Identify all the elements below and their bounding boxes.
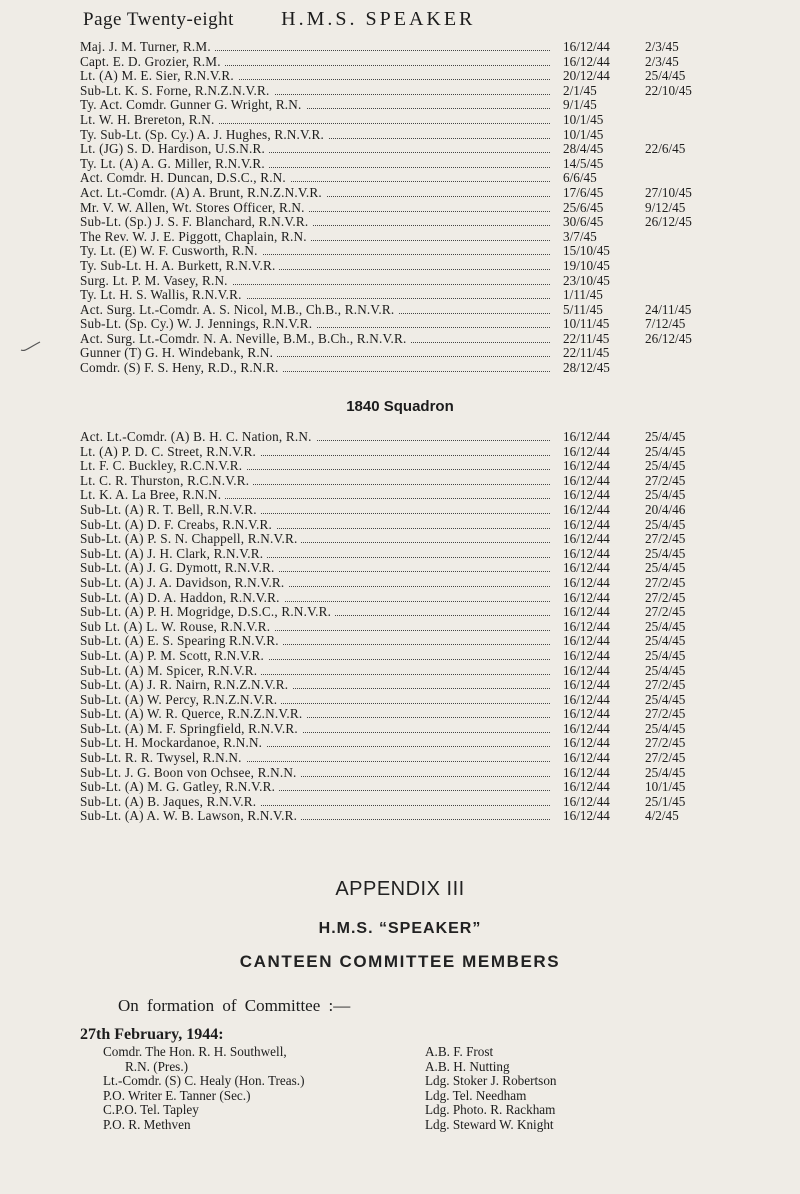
officer-name: Ty. Lt. (A) A. G. Miller, R.N.V.R. [80,157,269,172]
joined-date: 16/12/44 [563,458,610,474]
officer-name: Ty. Sub-Lt. (Sp. Cy.) A. J. Hughes, R.N.V.R. [80,128,328,143]
roster-row [80,532,720,547]
joined-date: 16/12/44 [563,677,610,693]
roster-row [80,518,720,533]
joined-date: 25/6/45 [563,199,604,215]
roster-row [80,664,720,679]
left-date: 22/10/45 [645,82,692,98]
roster-row [80,171,720,186]
left-date: 27/2/45 [645,735,686,751]
left-date: 25/4/45 [645,429,686,444]
joined-date: 16/12/44 [563,501,610,517]
roster-row [80,693,720,708]
roster-row [80,780,720,795]
left-date: 22/6/45 [645,141,686,157]
joined-date: 16/12/44 [563,429,610,444]
joined-date: 1/11/45 [563,287,603,303]
joined-date: 16/12/44 [563,808,610,824]
roster-row [80,259,720,274]
members-left-column [103,1045,304,1133]
officer-name: Sub-Lt. (A) D. F. Creabs, R.N.V.R. [80,518,276,533]
officer-name: Sub-Lt. (Sp. Cy.) W. J. Jennings, R.N.V.R. [80,317,316,332]
left-date: 25/4/45 [645,545,686,561]
joined-date: 9/1/45 [563,97,597,113]
left-date: 25/4/45 [645,691,686,707]
left-date: 27/10/45 [645,184,692,200]
joined-date: 15/10/45 [563,243,610,259]
left-date: 25/4/45 [645,458,686,474]
joined-date: 14/5/45 [563,155,604,171]
member-entry: Ldg. Steward W. Knight [425,1116,554,1132]
officer-name: Sub-Lt. (A) A. W. B. Lawson, R.N.V.R. [80,809,301,824]
roster-row [80,445,720,460]
left-date: 25/4/45 [645,516,686,532]
joined-date: 19/10/45 [563,257,610,273]
officer-name: Sub-Lt. R. R. Twysel, R.N.N. [80,751,246,766]
officer-name: Sub-Lt. (A) R. T. Bell, R.N.V.R. [80,503,261,518]
joined-date: 17/6/45 [563,184,604,200]
joined-date: 16/12/44 [563,604,610,620]
left-date: 2/3/45 [645,39,679,54]
member-entry: P.O. Writer E. Tanner (Sec.) [103,1087,251,1103]
member-entry: A.B. H. Nutting [425,1058,510,1074]
joined-date: 16/12/44 [563,516,610,532]
officer-name: Sub-Lt. (A) P. S. N. Chappell, R.N.V.R. [80,532,301,547]
roster-row [80,55,720,70]
joined-date: 28/4/45 [563,141,604,157]
left-date: 25/4/45 [645,618,686,634]
left-date: 7/12/45 [645,316,686,332]
member-entry: Comdr. The Hon. R. H. Southwell, [103,1044,287,1059]
officer-name: Sub-Lt. (A) P. M. Scott, R.N.V.R. [80,649,268,664]
joined-date: 16/12/44 [563,589,610,605]
left-date: 27/2/45 [645,589,686,605]
left-date: 24/11/45 [645,301,692,317]
appendix-ship-title: H.M.S. “SPEAKER” [318,920,482,937]
officer-name: Act. Lt.-Comdr. (A) B. H. C. Nation, R.N. [80,430,316,445]
roster-row [80,576,720,591]
ship-title: H.M.S. SPEAKER [281,8,476,30]
officer-name: Surg. Lt. P. M. Vasey, R.N. [80,274,232,289]
joined-date: 16/12/44 [563,487,610,503]
joined-date: 10/11/45 [563,316,610,332]
joined-date: 16/12/44 [563,633,610,649]
joined-date: 16/12/44 [563,647,610,663]
roster-row [80,274,720,289]
joined-date: 16/12/44 [563,735,610,751]
officer-name: Ty. Act. Comdr. Gunner G. Wright, R.N. [80,98,306,113]
officer-name: Sub-Lt. (A) J. H. Clark, R.N.V.R. [80,547,267,562]
officer-name: Sub-Lt. (Sp.) J. S. F. Blanchard, R.N.V.R. [80,215,312,230]
roster-row [80,561,720,576]
roster-row [80,591,720,606]
officer-name: Sub-Lt. (A) M. Spicer, R.N.V.R. [80,664,261,679]
joined-date: 16/12/44 [563,53,610,69]
officer-name: Lt. (A) P. D. C. Street, R.N.V.R. [80,445,260,460]
officer-name: Ty. Lt. H. S. Wallis, R.N.V.R. [80,288,246,303]
officer-name: Sub-Lt. K. S. Forne, R.N.Z.N.V.R. [80,84,274,99]
member-entry: Lt.-Comdr. (S) C. Healy (Hon. Treas.) [103,1073,305,1089]
roster-row [80,474,720,489]
joined-date: 3/7/45 [563,228,597,244]
roster-row [80,303,720,318]
officer-name: Act. Lt.-Comdr. (A) A. Brunt, R.N.Z.N.V.R. [80,186,326,201]
squadron-roster [80,430,720,824]
left-date: 27/2/45 [645,531,686,547]
officer-name: Sub-Lt. (A) P. H. Mogridge, D.S.C., R.N.V.R. [80,605,335,620]
joined-date: 16/12/44 [563,706,610,722]
officer-name: Sub-Lt. J. G. Boon von Ochsee, R.N.N. [80,766,301,781]
joined-date: 6/6/45 [563,170,597,186]
officer-name: Sub-Lt. (A) J. G. Dymott, R.N.V.R. [80,561,279,576]
officer-name: Capt. E. D. Grozier, R.M. [80,55,225,70]
committee-intro: On formation of Committee :— [118,996,351,1015]
left-date: 25/4/45 [645,443,686,459]
roster-row [80,215,720,230]
officer-name: Act. Comdr. H. Duncan, D.S.C., R.N. [80,171,290,186]
roster-row [80,809,720,824]
left-date: 25/4/45 [645,662,686,678]
left-date: 27/2/45 [645,750,686,766]
committee-title: CANTEEN COMMITTEE MEMBERS [239,952,561,971]
officer-name: Sub Lt. (A) L. W. Rouse, R.N.V.R. [80,620,274,635]
joined-date: 16/12/44 [563,472,610,488]
roster-row [80,751,720,766]
officer-name: Sub-Lt. (A) J. A. Davidson, R.N.V.R. [80,576,288,591]
officer-name: Lt. (JG) S. D. Hardison, U.S.N.R. [80,142,269,157]
left-date: 25/1/45 [645,793,686,809]
roster-row [80,649,720,664]
roster-row [80,722,720,737]
officer-name: Sub-Lt. (A) M. G. Gatley, R.N.V.R. [80,780,279,795]
member-entry: C.P.O. Tel. Tapley [103,1102,199,1118]
officer-name: Lt. K. A. La Bree, R.N.N. [80,488,225,503]
roster-row [80,142,720,157]
left-date: 25/4/45 [645,560,686,576]
roster-row [80,634,720,649]
left-date: 25/4/45 [645,764,686,780]
page-header [83,8,475,31]
officer-name: Sub-Lt. (A) J. R. Nairn, R.N.Z.N.V.R. [80,678,292,693]
roster-row [80,288,720,303]
roster-row [80,488,720,503]
officer-name: Sub-Lt. (A) E. S. Spearing R.N.V.R. [80,634,283,649]
joined-date: 10/1/45 [563,126,604,142]
officer-name: Lt. W. H. Brereton, R.N. [80,113,218,128]
left-date: 25/4/45 [645,633,686,649]
left-date: 20/4/46 [645,501,686,517]
joined-date: 10/1/45 [563,111,604,127]
joined-date: 16/12/44 [563,691,610,707]
roster-row [80,766,720,781]
left-date: 26/12/45 [645,214,692,230]
joined-date: 16/12/44 [563,764,610,780]
roster-row [80,346,720,361]
joined-date: 16/12/44 [563,574,610,590]
roster-row [80,84,720,99]
joined-date: 16/12/44 [563,443,610,459]
left-date: 27/2/45 [645,574,686,590]
joined-date: 16/12/44 [563,779,610,795]
joined-date: 5/11/45 [563,301,603,317]
roster-row [80,69,720,84]
pencil-tick-mark-icon [20,340,42,359]
officer-name: Sub-Lt. (A) B. Jaques, R.N.V.R. [80,795,260,810]
roster-row [80,98,720,113]
left-date: 26/12/45 [645,330,692,346]
roster-row [80,128,720,143]
member-entry: Ldg. Photo. R. Rackham [425,1102,556,1118]
joined-date: 16/12/44 [563,793,610,809]
joined-date: 16/12/44 [563,545,610,561]
joined-date: 16/12/44 [563,618,610,634]
officer-name: Lt. (A) M. E. Sier, R.N.V.R. [80,69,238,84]
left-date: 27/2/45 [645,604,686,620]
roster-row [80,605,720,620]
member-entry: R.N. (Pres.) [125,1058,189,1074]
joined-date: 16/12/44 [563,560,610,576]
officer-name: Lt. C. R. Thurston, R.C.N.V.R. [80,474,253,489]
page-number-label: Page Twenty-eight [83,9,234,30]
roster-row [80,157,720,172]
officer-name: Comdr. (S) F. S. Heny, R.D., R.N.R. [80,361,283,376]
roster-row [80,459,720,474]
roster-row [80,795,720,810]
officer-name: Ty. Sub-Lt. H. A. Burkett, R.N.V.R. [80,259,279,274]
roster-row [80,230,720,245]
roster-row [80,361,720,376]
members-right-column [425,1045,557,1133]
roster-row [80,707,720,722]
committee-date: 27th February, 1944: [80,1026,224,1043]
officer-name: Mr. V. W. Allen, Wt. Stores Officer, R.N. [80,201,309,216]
joined-date: 16/12/44 [563,531,610,547]
officer-name: Sub-Lt. (A) W. Percy, R.N.Z.N.V.R. [80,693,281,708]
joined-date: 16/12/44 [563,39,610,54]
joined-date: 23/10/45 [563,272,610,288]
left-date: 27/2/45 [645,677,686,693]
roster-row [80,332,720,347]
joined-date: 22/11/45 [563,330,610,346]
member-entry: A.B. F. Frost [425,1044,494,1059]
joined-date: 16/12/44 [563,662,610,678]
officer-name: Sub-Lt. (A) W. R. Querce, R.N.Z.N.V.R. [80,707,306,722]
joined-date: 20/12/44 [563,68,610,84]
officer-name: Act. Surg. Lt.-Comdr. A. S. Nicol, M.B., Ch.B., R.N.V.R. [80,303,398,318]
officer-name: Lt. F. C. Buckley, R.C.N.V.R. [80,459,246,474]
officer-name: Sub-Lt. (A) D. A. Haddon, R.N.V.R. [80,591,284,606]
roster-row [80,186,720,201]
officer-name: Act. Surg. Lt.-Comdr. N. A. Neville, B.M., B.Ch., R.N.V.R. [80,332,411,347]
roster-row [80,430,720,445]
member-entry: Ldg. Stoker J. Robertson [425,1073,557,1089]
roster-row [80,40,720,55]
roster-row [80,113,720,128]
left-date: 25/4/45 [645,487,686,503]
officers-roster [80,40,720,376]
member-entry: P.O. R. Methven [103,1116,191,1132]
left-date: 25/4/45 [645,647,686,663]
squadron-title: 1840 Squadron [346,398,454,415]
roster-row [80,317,720,332]
left-date: 25/4/45 [645,720,686,736]
officer-name: Maj. J. M. Turner, R.M. [80,40,215,55]
roster-row [80,547,720,562]
joined-date: 30/6/45 [563,214,604,230]
roster-row [80,736,720,751]
left-date: 25/4/45 [645,68,686,84]
left-date: 2/3/45 [645,53,679,69]
roster-row [80,620,720,635]
officer-name: Sub-Lt. H. Mockardanoe, R.N.N. [80,736,266,751]
member-entry: Ldg. Tel. Needham [425,1087,527,1103]
left-date: 10/1/45 [645,779,686,795]
officer-name: The Rev. W. J. E. Piggott, Chaplain, R.N. [80,230,311,245]
roster-row [80,503,720,518]
joined-date: 16/12/44 [563,750,610,766]
left-date: 27/2/45 [645,472,686,488]
left-date: 9/12/45 [645,199,686,215]
roster-row [80,244,720,259]
roster-row [80,678,720,693]
appendix-heading: APPENDIX III [335,878,465,900]
joined-date: 2/1/45 [563,82,597,98]
joined-date: 16/12/44 [563,720,610,736]
officer-name: Sub-Lt. (A) M. F. Springfield, R.N.V.R. [80,722,302,737]
left-date: 27/2/45 [645,706,686,722]
officer-name: Gunner (T) G. H. Windebank, R.N. [80,346,277,361]
roster-row [80,201,720,216]
left-date: 4/2/45 [645,808,679,824]
officer-name: Ty. Lt. (E) W. F. Cusworth, R.N. [80,244,262,259]
joined-date: 28/12/45 [563,360,610,376]
joined-date: 22/11/45 [563,345,610,361]
